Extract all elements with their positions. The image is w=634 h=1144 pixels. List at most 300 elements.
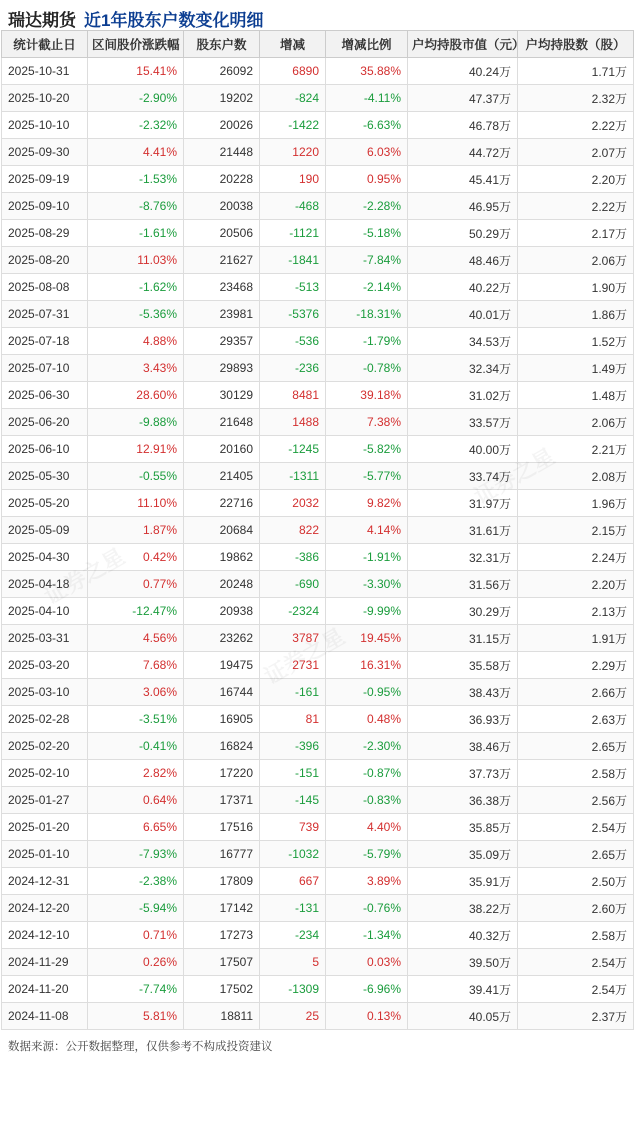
cell-delta-pct: -18.31%	[326, 301, 408, 328]
cell-avg-shares: 2.17万	[518, 220, 634, 247]
table-row	[2, 139, 634, 166]
cell-avg-shares: 2.20万	[518, 571, 634, 598]
footer-note: 数据来源：公开数据整理，仅供参考不构成投资建议	[8, 1041, 273, 1053]
cell-avg-value: 37.73万	[408, 760, 518, 787]
cell-avg-value: 40.32万	[408, 922, 518, 949]
cell-holders: 20160	[184, 436, 260, 463]
cell-date: 2025-06-20	[2, 409, 88, 436]
cell-avg-shares: 1.52万	[518, 328, 634, 355]
cell-delta: -1121	[260, 220, 326, 247]
cell-holders: 17142	[184, 895, 260, 922]
cell-avg-shares: 2.07万	[518, 139, 634, 166]
cell-delta: -131	[260, 895, 326, 922]
cell-holders: 19475	[184, 652, 260, 679]
cell-price-change: -3.51%	[88, 706, 184, 733]
company-name: 瑞达期货	[8, 11, 76, 30]
cell-avg-value: 33.57万	[408, 409, 518, 436]
cell-delta-pct: -5.77%	[326, 463, 408, 490]
table-row	[2, 544, 634, 571]
cell-date: 2025-01-10	[2, 841, 88, 868]
table-row	[2, 868, 634, 895]
cell-holders: 17502	[184, 976, 260, 1003]
cell-delta-pct: -2.28%	[326, 193, 408, 220]
cell-delta: 2731	[260, 652, 326, 679]
cell-avg-shares: 1.49万	[518, 355, 634, 382]
cell-date: 2025-10-10	[2, 112, 88, 139]
cell-avg-value: 35.58万	[408, 652, 518, 679]
cell-delta: -1245	[260, 436, 326, 463]
cell-delta: 190	[260, 166, 326, 193]
cell-price-change: -1.62%	[88, 274, 184, 301]
cell-price-change: -8.76%	[88, 193, 184, 220]
cell-delta-pct: -7.84%	[326, 247, 408, 274]
cell-delta: 739	[260, 814, 326, 841]
cell-delta: 8481	[260, 382, 326, 409]
table-row	[2, 85, 634, 112]
table-row	[2, 895, 634, 922]
table-row	[2, 733, 634, 760]
cell-price-change: 7.68%	[88, 652, 184, 679]
cell-avg-shares: 2.06万	[518, 247, 634, 274]
cell-delta: 81	[260, 706, 326, 733]
cell-holders: 17273	[184, 922, 260, 949]
cell-avg-shares: 1.86万	[518, 301, 634, 328]
cell-holders: 19202	[184, 85, 260, 112]
cell-avg-value: 31.97万	[408, 490, 518, 517]
cell-holders: 20938	[184, 598, 260, 625]
cell-holders: 17220	[184, 760, 260, 787]
table-row	[2, 220, 634, 247]
cell-delta: 822	[260, 517, 326, 544]
table-row	[2, 814, 634, 841]
cell-date: 2025-03-10	[2, 679, 88, 706]
column-header-delta: 增减	[260, 31, 326, 58]
cell-date: 2025-06-30	[2, 382, 88, 409]
cell-price-change: 11.10%	[88, 490, 184, 517]
cell-date: 2024-11-20	[2, 976, 88, 1003]
cell-delta: 2032	[260, 490, 326, 517]
cell-avg-shares: 2.32万	[518, 85, 634, 112]
cell-holders: 23981	[184, 301, 260, 328]
cell-price-change: 4.41%	[88, 139, 184, 166]
cell-avg-value: 40.01万	[408, 301, 518, 328]
cell-delta: 5	[260, 949, 326, 976]
cell-delta: -1422	[260, 112, 326, 139]
cell-avg-shares: 2.06万	[518, 409, 634, 436]
cell-holders: 23262	[184, 625, 260, 652]
cell-date: 2025-09-30	[2, 139, 88, 166]
table-row	[2, 949, 634, 976]
column-header-price-change: 区间股价涨跌幅	[88, 31, 184, 58]
cell-date: 2025-09-19	[2, 166, 88, 193]
column-header-date: 统计截止日	[2, 31, 88, 58]
cell-avg-shares: 2.24万	[518, 544, 634, 571]
cell-avg-shares: 2.56万	[518, 787, 634, 814]
cell-avg-shares: 2.54万	[518, 976, 634, 1003]
cell-avg-value: 30.29万	[408, 598, 518, 625]
cell-price-change: 3.06%	[88, 679, 184, 706]
cell-date: 2025-04-18	[2, 571, 88, 598]
cell-avg-shares: 2.66万	[518, 679, 634, 706]
cell-price-change: 15.41%	[88, 58, 184, 85]
table-row	[2, 328, 634, 355]
cell-date: 2025-07-10	[2, 355, 88, 382]
cell-price-change: -5.94%	[88, 895, 184, 922]
cell-delta-pct: -0.76%	[326, 895, 408, 922]
column-header-delta-pct: 增减比例	[326, 31, 408, 58]
cell-price-change: -2.32%	[88, 112, 184, 139]
cell-avg-shares: 2.20万	[518, 166, 634, 193]
table-row	[2, 247, 634, 274]
table-row	[2, 274, 634, 301]
cell-avg-value: 47.37万	[408, 85, 518, 112]
cell-avg-value: 48.46万	[408, 247, 518, 274]
cell-price-change: 3.43%	[88, 355, 184, 382]
cell-delta-pct: 0.13%	[326, 1003, 408, 1030]
cell-avg-value: 33.74万	[408, 463, 518, 490]
table-row	[2, 787, 634, 814]
cell-avg-value: 40.24万	[408, 58, 518, 85]
cell-holders: 20228	[184, 166, 260, 193]
table-row	[2, 598, 634, 625]
cell-delta: 1220	[260, 139, 326, 166]
cell-date: 2025-10-31	[2, 58, 88, 85]
cell-holders: 20038	[184, 193, 260, 220]
cell-avg-value: 38.46万	[408, 733, 518, 760]
cell-date: 2025-01-20	[2, 814, 88, 841]
cell-avg-shares: 1.90万	[518, 274, 634, 301]
table-row	[2, 58, 634, 85]
cell-avg-shares: 2.58万	[518, 760, 634, 787]
cell-holders: 19862	[184, 544, 260, 571]
cell-date: 2025-05-20	[2, 490, 88, 517]
cell-price-change: 6.65%	[88, 814, 184, 841]
cell-delta-pct: 4.40%	[326, 814, 408, 841]
table-row	[2, 652, 634, 679]
cell-delta: 6890	[260, 58, 326, 85]
cell-date: 2025-08-08	[2, 274, 88, 301]
cell-avg-shares: 1.96万	[518, 490, 634, 517]
cell-delta-pct: 0.03%	[326, 949, 408, 976]
cell-avg-shares: 2.29万	[518, 652, 634, 679]
cell-delta: -234	[260, 922, 326, 949]
table-body	[2, 58, 634, 1030]
cell-delta: -1311	[260, 463, 326, 490]
cell-delta-pct: 6.03%	[326, 139, 408, 166]
cell-holders: 16744	[184, 679, 260, 706]
cell-date: 2025-04-10	[2, 598, 88, 625]
cell-date: 2025-03-31	[2, 625, 88, 652]
table-row	[2, 436, 634, 463]
cell-delta: -386	[260, 544, 326, 571]
table-row	[2, 679, 634, 706]
title-bar	[0, 0, 634, 30]
cell-avg-value: 32.34万	[408, 355, 518, 382]
cell-avg-value: 40.00万	[408, 436, 518, 463]
cell-delta-pct: -6.63%	[326, 112, 408, 139]
cell-avg-shares: 2.22万	[518, 193, 634, 220]
column-header-holders: 股东户数	[184, 31, 260, 58]
cell-date: 2025-05-09	[2, 517, 88, 544]
table-row	[2, 976, 634, 1003]
cell-delta: -2324	[260, 598, 326, 625]
cell-delta-pct: -1.34%	[326, 922, 408, 949]
cell-delta-pct: 3.89%	[326, 868, 408, 895]
cell-delta-pct: 9.82%	[326, 490, 408, 517]
cell-avg-value: 31.02万	[408, 382, 518, 409]
cell-avg-shares: 2.37万	[518, 1003, 634, 1030]
cell-date: 2025-04-30	[2, 544, 88, 571]
cell-price-change: 0.42%	[88, 544, 184, 571]
cell-delta-pct: -5.18%	[326, 220, 408, 247]
table-row	[2, 409, 634, 436]
cell-delta-pct: -3.30%	[326, 571, 408, 598]
cell-date: 2024-12-10	[2, 922, 88, 949]
cell-price-change: -7.93%	[88, 841, 184, 868]
cell-date: 2024-11-08	[2, 1003, 88, 1030]
table-row	[2, 1003, 634, 1030]
cell-holders: 21627	[184, 247, 260, 274]
column-header-avg-shares: 户均持股数（股）	[518, 31, 634, 58]
cell-avg-value: 39.41万	[408, 976, 518, 1003]
cell-avg-value: 31.56万	[408, 571, 518, 598]
cell-delta: -5376	[260, 301, 326, 328]
cell-delta: 667	[260, 868, 326, 895]
cell-avg-shares: 2.65万	[518, 841, 634, 868]
cell-delta-pct: 19.45%	[326, 625, 408, 652]
cell-avg-value: 31.15万	[408, 625, 518, 652]
cell-avg-shares: 1.71万	[518, 58, 634, 85]
cell-avg-shares: 2.22万	[518, 112, 634, 139]
cell-delta-pct: -4.11%	[326, 85, 408, 112]
cell-price-change: -2.90%	[88, 85, 184, 112]
cell-date: 2024-12-31	[2, 868, 88, 895]
cell-price-change: -1.61%	[88, 220, 184, 247]
cell-price-change: 1.87%	[88, 517, 184, 544]
table-header	[2, 31, 634, 58]
cell-delta-pct: -6.96%	[326, 976, 408, 1003]
cell-price-change: 0.26%	[88, 949, 184, 976]
table-row	[2, 625, 634, 652]
cell-price-change: -9.88%	[88, 409, 184, 436]
page-title: 近1年股东户数变化明细	[84, 11, 264, 30]
table-row	[2, 922, 634, 949]
cell-avg-value: 36.93万	[408, 706, 518, 733]
cell-avg-shares: 2.54万	[518, 949, 634, 976]
cell-avg-value: 34.53万	[408, 328, 518, 355]
cell-holders: 17507	[184, 949, 260, 976]
cell-delta-pct: -0.83%	[326, 787, 408, 814]
cell-delta-pct: 35.88%	[326, 58, 408, 85]
cell-delta: -1032	[260, 841, 326, 868]
cell-avg-shares: 1.48万	[518, 382, 634, 409]
cell-avg-value: 38.22万	[408, 895, 518, 922]
cell-avg-shares: 2.58万	[518, 922, 634, 949]
cell-holders: 20506	[184, 220, 260, 247]
cell-price-change: 0.71%	[88, 922, 184, 949]
cell-avg-value: 46.95万	[408, 193, 518, 220]
cell-date: 2025-05-30	[2, 463, 88, 490]
cell-avg-shares: 2.08万	[518, 463, 634, 490]
cell-avg-value: 35.85万	[408, 814, 518, 841]
table-row	[2, 463, 634, 490]
cell-avg-value: 38.43万	[408, 679, 518, 706]
cell-date: 2024-12-20	[2, 895, 88, 922]
cell-delta-pct: -1.91%	[326, 544, 408, 571]
cell-date: 2025-09-10	[2, 193, 88, 220]
cell-price-change: -7.74%	[88, 976, 184, 1003]
cell-delta-pct: 4.14%	[326, 517, 408, 544]
table-row	[2, 355, 634, 382]
cell-delta-pct: -5.79%	[326, 841, 408, 868]
cell-delta-pct: 16.31%	[326, 652, 408, 679]
cell-price-change: 5.81%	[88, 1003, 184, 1030]
cell-avg-shares: 2.21万	[518, 436, 634, 463]
cell-holders: 17516	[184, 814, 260, 841]
cell-delta-pct: 0.48%	[326, 706, 408, 733]
cell-avg-value: 45.41万	[408, 166, 518, 193]
cell-avg-value: 40.05万	[408, 1003, 518, 1030]
cell-holders: 16905	[184, 706, 260, 733]
cell-holders: 29893	[184, 355, 260, 382]
table-row	[2, 301, 634, 328]
cell-avg-shares: 2.50万	[518, 868, 634, 895]
cell-date: 2025-08-20	[2, 247, 88, 274]
cell-price-change: 12.91%	[88, 436, 184, 463]
cell-avg-value: 36.38万	[408, 787, 518, 814]
cell-avg-value: 46.78万	[408, 112, 518, 139]
table-row	[2, 760, 634, 787]
cell-delta: -1841	[260, 247, 326, 274]
table-header-row	[2, 31, 634, 58]
table-row	[2, 112, 634, 139]
cell-delta: 3787	[260, 625, 326, 652]
cell-delta: -236	[260, 355, 326, 382]
cell-avg-shares: 2.13万	[518, 598, 634, 625]
cell-price-change: 0.64%	[88, 787, 184, 814]
cell-avg-value: 32.31万	[408, 544, 518, 571]
cell-avg-shares: 2.15万	[518, 517, 634, 544]
cell-delta: -468	[260, 193, 326, 220]
cell-date: 2024-11-29	[2, 949, 88, 976]
cell-date: 2025-03-20	[2, 652, 88, 679]
cell-delta-pct: 39.18%	[326, 382, 408, 409]
cell-holders: 22716	[184, 490, 260, 517]
table-row	[2, 571, 634, 598]
cell-avg-value: 50.29万	[408, 220, 518, 247]
cell-avg-value: 35.91万	[408, 868, 518, 895]
cell-delta-pct: 7.38%	[326, 409, 408, 436]
cell-price-change: -1.53%	[88, 166, 184, 193]
cell-delta: -824	[260, 85, 326, 112]
cell-price-change: 11.03%	[88, 247, 184, 274]
cell-price-change: -5.36%	[88, 301, 184, 328]
cell-delta: -151	[260, 760, 326, 787]
cell-holders: 16824	[184, 733, 260, 760]
cell-holders: 26092	[184, 58, 260, 85]
cell-delta: -1309	[260, 976, 326, 1003]
cell-date: 2025-02-20	[2, 733, 88, 760]
cell-delta: -145	[260, 787, 326, 814]
cell-price-change: -0.41%	[88, 733, 184, 760]
cell-holders: 23468	[184, 274, 260, 301]
cell-price-change: -12.47%	[88, 598, 184, 625]
cell-delta-pct: -9.99%	[326, 598, 408, 625]
cell-delta-pct: -2.14%	[326, 274, 408, 301]
cell-delta: -690	[260, 571, 326, 598]
cell-date: 2025-06-10	[2, 436, 88, 463]
cell-delta: 25	[260, 1003, 326, 1030]
cell-holders: 30129	[184, 382, 260, 409]
cell-price-change: 4.88%	[88, 328, 184, 355]
cell-delta-pct: -5.82%	[326, 436, 408, 463]
cell-avg-value: 44.72万	[408, 139, 518, 166]
table-row	[2, 706, 634, 733]
cell-holders: 21448	[184, 139, 260, 166]
cell-date: 2025-10-20	[2, 85, 88, 112]
cell-delta: -161	[260, 679, 326, 706]
cell-avg-value: 39.50万	[408, 949, 518, 976]
cell-date: 2025-07-31	[2, 301, 88, 328]
shareholder-change-table	[1, 30, 634, 1030]
cell-delta-pct: -1.79%	[326, 328, 408, 355]
cell-date: 2025-07-18	[2, 328, 88, 355]
cell-date: 2025-01-27	[2, 787, 88, 814]
cell-date: 2025-08-29	[2, 220, 88, 247]
column-header-avg-value: 户均持股市值（元）	[408, 31, 518, 58]
cell-delta-pct: 0.95%	[326, 166, 408, 193]
table-row	[2, 166, 634, 193]
cell-delta-pct: -2.30%	[326, 733, 408, 760]
cell-avg-value: 40.22万	[408, 274, 518, 301]
cell-holders: 20026	[184, 112, 260, 139]
cell-date: 2025-02-10	[2, 760, 88, 787]
cell-avg-shares: 2.54万	[518, 814, 634, 841]
cell-holders: 21405	[184, 463, 260, 490]
cell-price-change: -2.38%	[88, 868, 184, 895]
cell-delta-pct: -0.95%	[326, 679, 408, 706]
table-row	[2, 382, 634, 409]
table-row	[2, 193, 634, 220]
cell-holders: 20248	[184, 571, 260, 598]
cell-delta: 1488	[260, 409, 326, 436]
cell-avg-shares: 2.60万	[518, 895, 634, 922]
cell-price-change: 0.77%	[88, 571, 184, 598]
cell-holders: 20684	[184, 517, 260, 544]
cell-holders: 16777	[184, 841, 260, 868]
table-row	[2, 490, 634, 517]
cell-avg-value: 35.09万	[408, 841, 518, 868]
cell-holders: 18811	[184, 1003, 260, 1030]
cell-delta-pct: -0.87%	[326, 760, 408, 787]
cell-avg-shares: 2.65万	[518, 733, 634, 760]
cell-date: 2025-02-28	[2, 706, 88, 733]
cell-price-change: 4.56%	[88, 625, 184, 652]
cell-holders: 29357	[184, 328, 260, 355]
cell-delta-pct: -0.78%	[326, 355, 408, 382]
cell-holders: 21648	[184, 409, 260, 436]
cell-holders: 17809	[184, 868, 260, 895]
cell-price-change: 2.82%	[88, 760, 184, 787]
cell-holders: 17371	[184, 787, 260, 814]
table-row	[2, 841, 634, 868]
cell-price-change: -0.55%	[88, 463, 184, 490]
table-row	[2, 517, 634, 544]
cell-avg-value: 31.61万	[408, 517, 518, 544]
cell-delta: -536	[260, 328, 326, 355]
cell-price-change: 28.60%	[88, 382, 184, 409]
cell-avg-shares: 1.91万	[518, 625, 634, 652]
